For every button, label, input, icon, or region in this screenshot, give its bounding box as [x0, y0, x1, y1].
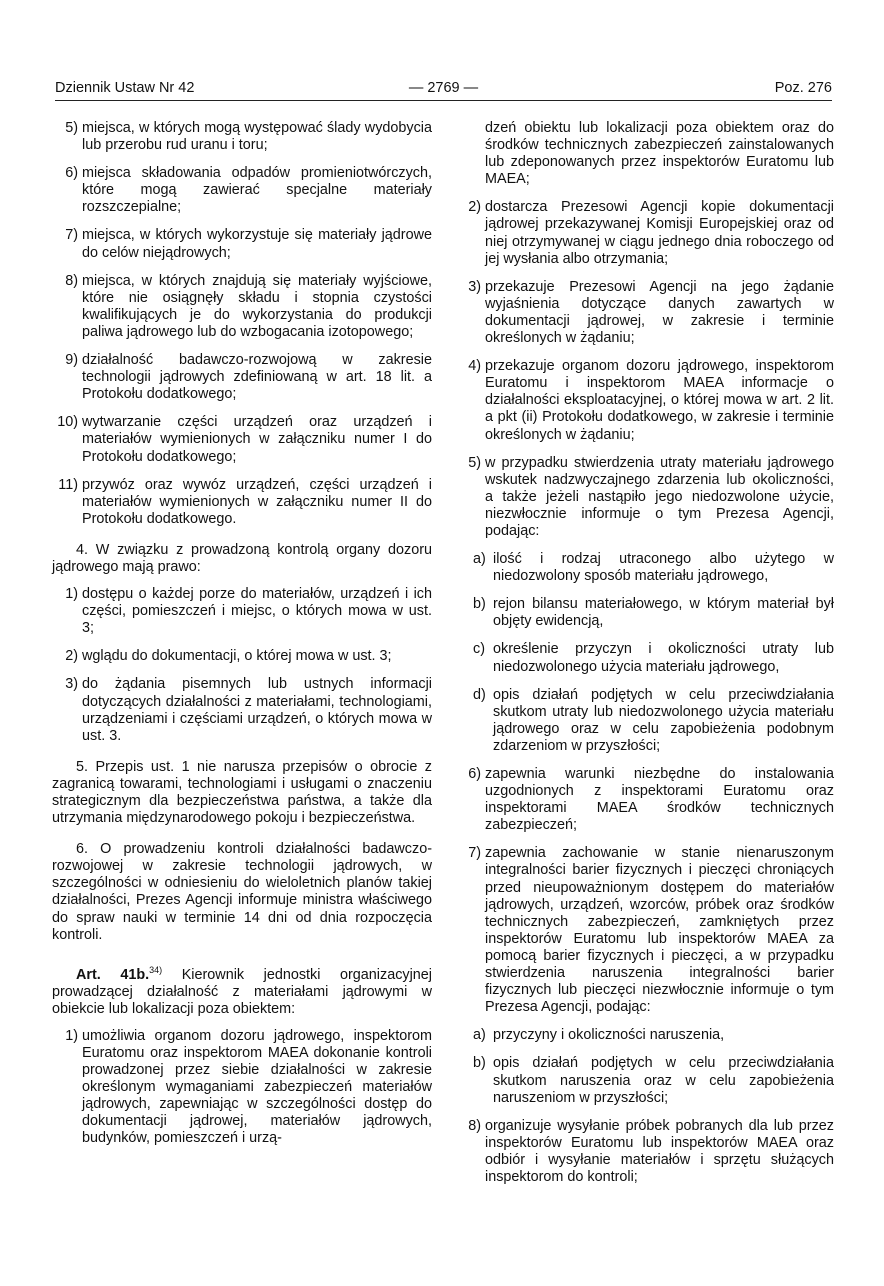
- list-item: [52, 352, 432, 403]
- left-column: [52, 120, 432, 1158]
- item-text: wytwarzanie części urządzeń oraz urządzeń i materiałów wymienionych w załączniku numer I do Protokołu dodatkowego;: [82, 414, 432, 465]
- list-3: [52, 120, 432, 528]
- item-text: do żądania pisemnych lub ustnych informacji dotyczących działalności z materiałami, technologiami, urządzeniami i częściami urządzeń, o których mowa w ust. 3.: [82, 676, 432, 744]
- list-item: [52, 1028, 432, 1148]
- item-text: działalność badawczo-rozwojową w zakresie technologii jądrowych zdefiniowaną w art. 18 lit. a Protokołu dodatkowego;: [82, 352, 432, 403]
- item-number: 10): [57, 414, 78, 431]
- item-number: 1): [65, 586, 78, 603]
- item-text: przekazuje Prezesowi Agencji na jego żądanie wyjaśnienia dotyczące danych zawartych w dokumentacji jądrowej, w zakresie i terminie określonych w żądaniu;: [485, 278, 834, 347]
- list-item: [455, 1118, 834, 1186]
- list-item: [52, 227, 432, 261]
- list-item: [52, 273, 432, 341]
- sub-list-item: [455, 551, 834, 585]
- list-item: [455, 766, 834, 834]
- item-text: dostępu o każdej porze do materiałów, urządzeń i ich części, pomieszczeń i miejsc, o których mowa w ust. 3;: [82, 586, 432, 637]
- sub-list-item: [455, 596, 834, 630]
- item-text: opis działań podjętych w celu przeciwdziałania skutkom naruszenia oraz w celu zapobieżenia naruszeniom w przyszłości;: [493, 1055, 834, 1106]
- item-number: 7): [65, 227, 78, 244]
- sub-list-item: [455, 1055, 834, 1106]
- item-text: zapewnia zachowanie w stanie nienaruszonym integralności barier fizycznych i pieczęci chroniących przed nieupoważnionym dostępem do materiałów jądrowych, urządzeń, wzorców, próbek oraz środków technicznych zabezpieczeń, zamkniętych przez inspektorów Euratomu lub inspektorów MAEA za pomocą barier fizycznych i pieczęci, a w przypadku stwierdzenia naruszenia integralności barier fizycznych lub pieczęci niezwłocznie informuje o tym Prezesa Agencji, podając:: [485, 845, 834, 1016]
- item-number: 7): [468, 845, 481, 862]
- item-text: rejon bilansu materiałowego, w którym materiał był objęty ewidencją,: [493, 596, 834, 630]
- item-text: miejsca składowania odpadów promieniotwórczych, które mogą zawierać specjalne materiały rozszczepialne;: [82, 165, 432, 216]
- position-number: Poz. 276: [774, 80, 832, 96]
- item-number: a): [473, 1027, 486, 1044]
- item-number: 9): [65, 352, 78, 369]
- list-art-41b-cont-2: [455, 766, 834, 1016]
- article-41b: [52, 962, 432, 1018]
- item-number: 2): [65, 648, 78, 665]
- item-text: określenie przyczyn i okoliczności utraty lub niedozwolonego użycia materiału jądrowego,: [493, 641, 834, 675]
- item-number: 8): [468, 1117, 481, 1134]
- item-number: 6): [468, 766, 481, 782]
- paragraph-5: 5. Przepis ust. 1 nie narusza przepisów o obrocie z zagranicą towarami, technologiami i usługami o znaczeniu strategicznym dla bezpieczeństwa państwa, a także dla utrzymania międzynarodowego pokoju i bezpieczeństwa.: [52, 758, 432, 827]
- journal-title: Dziennik Ustaw Nr 42: [55, 80, 195, 96]
- list-item: [455, 199, 834, 267]
- list-item: [455, 358, 834, 443]
- item-number: 11): [58, 476, 78, 493]
- sublist-7: [455, 1027, 834, 1106]
- list-item: [52, 414, 432, 465]
- item-number: 4): [468, 358, 481, 375]
- item-number: d): [473, 686, 486, 703]
- item-text: w przypadku stwierdzenia utraty materiału jądrowego wskutek nadzwyczajnego zdarzenia lub okoliczności, a także jeżeli nastąpiło jego niedozwolone użycie, niezwłocznie informuje o tym Prezesa Agencji, podając:: [485, 454, 834, 539]
- sub-list-item: [455, 1027, 834, 1044]
- item-number: 5): [468, 454, 481, 471]
- item-number: 3): [468, 278, 481, 295]
- item-text: przekazuje organom dozoru jądrowego, inspektorom Euratomu i inspektorom MAEA informacje o działalności eksploatacyjnej, o której mowa w art. 2 lit. a pkt (ii) Protokołu dodatkowego, w zakresie i terminie określonych w żądaniu;: [485, 358, 834, 443]
- item-number: b): [473, 1055, 486, 1072]
- sub-list-item: [455, 641, 834, 675]
- list-4: [52, 586, 432, 745]
- sub-list-item: [455, 687, 834, 755]
- item-number: a): [473, 551, 486, 568]
- right-column: [455, 120, 834, 1197]
- item-text: wglądu do dokumentacji, o której mowa w ust. 3;: [82, 648, 392, 665]
- item-text: organizuje wysyłanie próbek pobranych dla lub przez inspektorów Euratomu lub inspektorów MAEA oraz odbiór i wysyłanie materiałów i sprzętu służących inspektorom do kontroli;: [485, 1117, 834, 1185]
- item-text: dostarcza Prezesowi Agencji kopie dokumentacji jądrowej przekazywanej Komisji Europejskiej oraz od niej otrzymywanej w ciągu jednego dnia roboczego od jej wysłania albo otrzymania;: [485, 199, 834, 267]
- article-intro: Kierownik jednostki organizacyjnej prowadzącej działalność z materiałami jądrowymi w obiekcie lub lokalizacji poza obiektem:: [52, 966, 432, 1017]
- page-header: [55, 80, 832, 101]
- list-art-41b-cont-3: [455, 1118, 834, 1186]
- item-number: 6): [65, 165, 78, 182]
- item-number: 3): [65, 676, 78, 693]
- list-item: [455, 279, 834, 347]
- item-number: 2): [468, 199, 481, 216]
- list-item: [52, 120, 432, 154]
- item-text: opis działań podjętych w celu przeciwdziałania skutkom utraty lub niedozwolonego użycia materiału jądrowego oraz w celu zapobieżenia podobnym zdarzeniom w przyszłości;: [493, 686, 834, 754]
- list-item: [52, 477, 432, 528]
- page-number: — 2769 —: [408, 80, 479, 96]
- item-number: b): [473, 596, 486, 613]
- item-text: miejsca, w których mogą występować ślady wydobycia lub przerobu rud uranu i toru;: [82, 120, 432, 154]
- item-text: zapewnia warunki niezbędne do instalowania uzgodnionych z inspektorami Euratomu oraz inspektorami MAEA środków technicznych zabezpieczeń;: [485, 766, 834, 834]
- paragraph-6: 6. O prowadzeniu kontroli działalności badawczo-rozwojowej w zakresie technologii jądrowych, w szczególności w odniesieniu do wieloletnich planów takiej działalności, Prezes Agencji informuje ministra właściwego do spraw nauki w terminie 14 dni od dnia rozpoczęcia kontroli.: [52, 841, 432, 943]
- footnote-ref: 34): [149, 964, 163, 975]
- list-art-41b-cont: [455, 199, 834, 540]
- item-number: c): [473, 641, 485, 658]
- list-item: [52, 648, 432, 665]
- article-label: Art. 41b.: [76, 966, 150, 983]
- item-text: miejsca, w których znajdują się materiały wyjściowe, które nie osiągnęły składu i stopnia czystości kwalifikujących je do wykorzystania do produkcji paliwa jądrowego lub do wzbogacania izotopowego;: [82, 272, 432, 340]
- item-number: 1): [65, 1027, 78, 1044]
- list-item: [455, 845, 834, 1016]
- item-number: 8): [65, 272, 78, 289]
- list-item: [52, 586, 432, 637]
- sublist-5: [455, 551, 834, 755]
- list-art-41b: [52, 1028, 432, 1148]
- item-text: ilość i rodzaj utraconego albo użytego w niedozwolony sposób materiału jądrowego,: [493, 551, 834, 585]
- item-number: 5): [65, 120, 78, 136]
- paragraph-4: 4. W związku z prowadzoną kontrolą organy dozoru jądrowego mają prawo:: [52, 541, 432, 575]
- item-text: miejsca, w których wykorzystuje się materiały jądrowe do celów niejądrowych;: [82, 227, 432, 261]
- continuation-text: dzeń obiektu lub lokalizacji poza obiektem oraz do środków technicznych zabezpieczeń zainstalowanych lub zdeponowanych przez inspektorów Euratomu lub MAEA;: [485, 120, 834, 188]
- item-text: przyczyny i okoliczności naruszenia,: [493, 1027, 725, 1044]
- item-text: przywóz oraz wywóz urządzeń, części urządzeń i materiałów wymienionych w załączniku numer II do Protokołu dodatkowego.: [82, 476, 432, 527]
- list-item: [52, 676, 432, 744]
- list-item: [455, 455, 834, 540]
- item-text: umożliwia organom dozoru jądrowego, inspektorom Euratomu oraz inspektorom MAEA dokonanie kontroli prowadzonej przez siebie działalności w zakresie określonym wymaganiami zabezpieczeń materiałów jądrowych, zapewniając w szczególności dostęp do dokumentacji jądrowej, materiałów jądrowych, budynków, pomieszczeń i urzą-: [82, 1027, 432, 1147]
- list-item: [52, 165, 432, 216]
